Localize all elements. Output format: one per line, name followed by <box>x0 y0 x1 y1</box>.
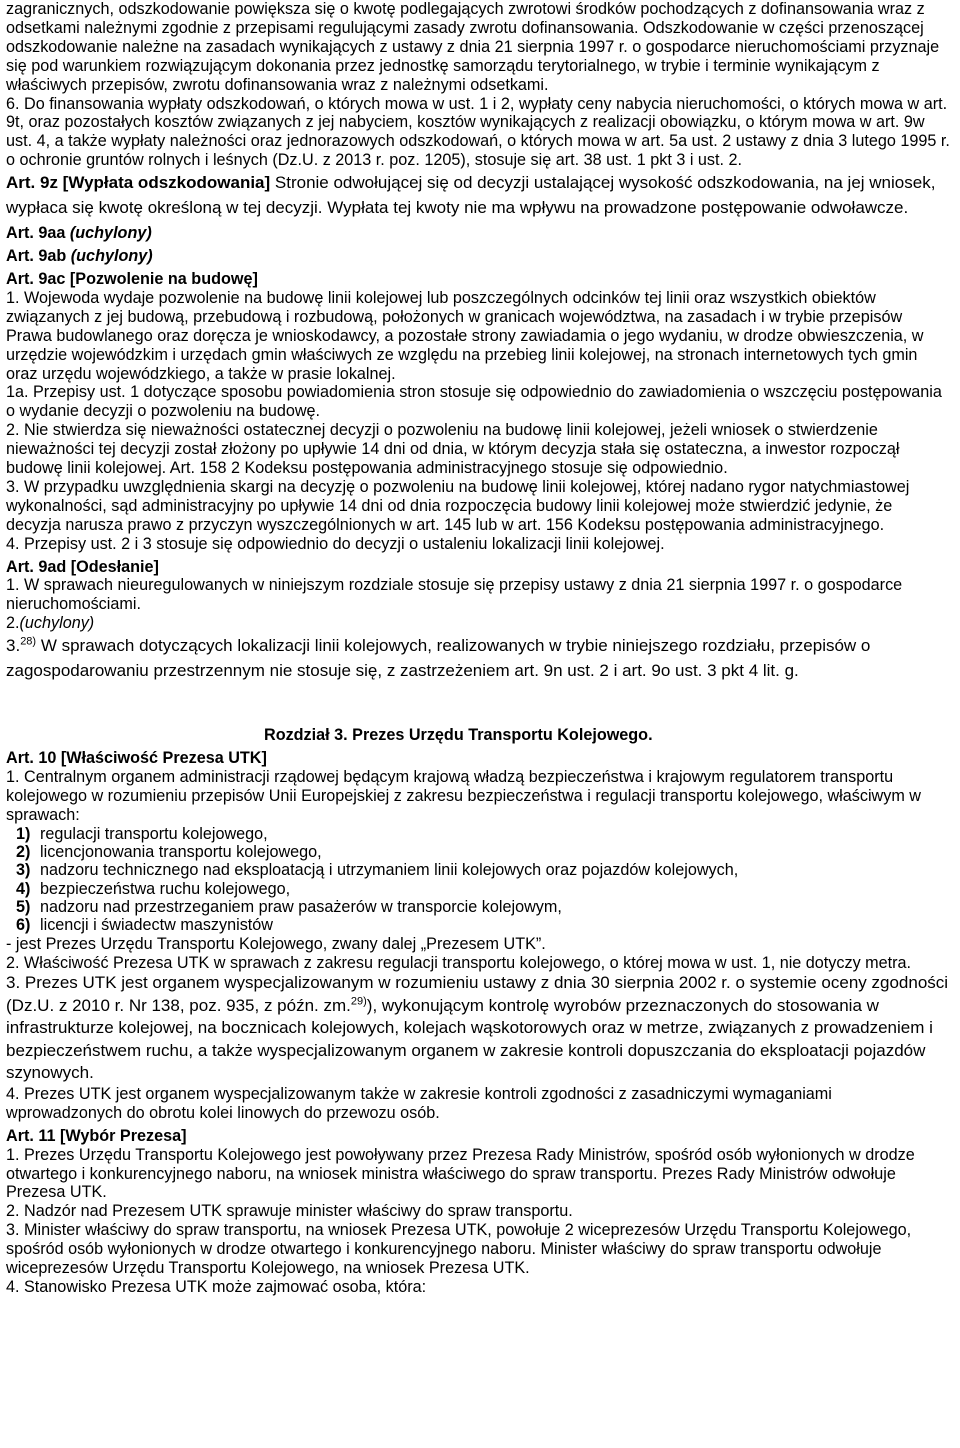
list-item-number: 1) <box>16 824 31 843</box>
footnote-29-marker[interactable]: 29) <box>350 995 367 1008</box>
article-9ad-ust-2-note: (uchylony) <box>19 614 95 633</box>
article-9ac-ust-1: 1. Wojewoda wydaje pozwolenie na budowę linii kolejowej lub poszczególnych odcinków tej linii oraz wszystkich obiektów związanych z jej budową, przebudową i rozbudową, położonych w granicach województwa, na zasadach i w trybie przepisów Prawa budowlanego oraz doręcza je wnioskodawcy, a pozostałe strony zawiadamia o jego wydaniu, w drodze obwieszczenia, w urzędzie wojewódzkim i urzędach gmin właściwych ze względu na przebieg linii kolejowej, na stronach internetowych tych gmin oraz urzędu wojewódzkiego, a także w prasie lokalnej. <box>6 288 924 383</box>
article-9ac-ust-4: 4. Przepisy ust. 2 i 3 stosuje się odpowiednio do decyzji o ustaleniu lokalizacji linii kolejowej. <box>6 534 665 553</box>
paragraph-ust-6: 6. Do finansowania wypłaty odszkodowań, o których mowa w ust. 1 i 2, wypłaty ceny nabycia nieruchomości, o których mowa w art. 9t, oraz pozostałych kosztów związanych z jej nabyciem, kosztów wynikających z realizacji obowiązku, o którym mowa w art. 9w ust. 4, a także wypłaty należności oraz jednorazowych odszkodowań, o których mowa w art. 5a ust. 2 ustawy z dnia 3 lutego 1995 r. o ochronie gruntów rolnych i leśnych (Dz.U. z 2013 r. poz. 1205), stosuje się art. 38 ust. 1 pkt 3 i ust. 2. <box>6 94 950 170</box>
article-10-heading: Art. 10 [Właściwość Prezesa UTK] <box>6 749 267 768</box>
list-item <box>16 861 960 879</box>
article-9ad-ust-1: 1. W sprawach nieuregulowanych w niniejszym rozdziale stosuje się przepisy ustawy z dnia 21 sierpnia 1997 r. o gospodarce nieruchomościami. <box>6 576 903 614</box>
article-10-ust-1-close: - jest Prezes Urzędu Transportu Kolejowego, zwany dalej „Prezesem UTK”. <box>6 934 546 953</box>
article-9aa-heading: Art. 9aa <box>6 224 66 243</box>
article-9aa <box>6 224 950 243</box>
list-item-text: bezpieczeństwa ruchu kolejowego, <box>40 879 291 898</box>
list-item <box>16 825 960 843</box>
article-11-ust-3: 3. Minister właściwy do spraw transportu, na wniosek Prezesa UTK, powołuje 2 wiceprezesów Urzędu Transportu Kolejowego, spośród osób wyłonionych w drodze otwartego i konkurencyjnego naboru. Minister właściwy do spraw transportu odwołuje wiceprezesów Urzędu Transportu Kolejowego, na wniosek Prezesa UTK. <box>6 1221 912 1278</box>
article-9ab <box>6 247 950 266</box>
article-10-ust-2: 2. Właściwość Prezesa UTK w sprawach z zakresu regulacji transportu kolejowego, o której mowa w ust. 1, nie dotyczy metra. <box>6 953 912 972</box>
article-9z-heading: Art. 9z [Wypłata odszkodowania] <box>6 173 271 193</box>
paragraph-compensation-dofinansowanie: zagranicznych, odszkodowanie powiększa się o kwotę podlegających zwrotowi środków pochodzących z dofinansowania wraz z odsetkami należnymi zgodnie z przepisami regulującymi zasady zwrotu dofinansowania. Odszkodowanie w części przenoszącej odszkodowanie należne na zasadach wynikających z ustawy z dnia 21 sierpnia 1997 r. o gospodarce nieruchomościami przyznaje się pod warunkiem rozwiązującym dokonania przez jednostkę samorządu terytorialnego, w trybie i terminie wynikającym z właściwych przepisów, zwrotu dofinansowania wraz z należnymi odsetkami. <box>6 0 940 94</box>
article-11-ust-2: 2. Nadzór nad Prezesem UTK sprawuje minister właściwy do spraw transportu. <box>6 1202 573 1221</box>
article-10-ust-3-text-b: ), wykonującym kontrolę wyrobów przeznaczonych do stosowania w infrastrukturze kolejowej, na bocznicach kolejowych, kolejach wąskotorowych oraz w metrze, związanych z prowadzeniem i bezpieczeństwem ruchu, a także wyspecjalizowanym organem w zakresie kontroli dopuszczania do eksploatacji pojazdów szynowych. <box>6 995 933 1083</box>
article-9ac-heading: Art. 9ac [Pozwolenie na budowę] <box>6 269 258 288</box>
list-item <box>16 916 960 934</box>
article-10-item-list <box>0 825 960 935</box>
article-10-ust-3-text-a: 3. Prezes UTK jest organem wyspecjalizowanym w rozumieniu ustawy z dnia 30 sierpnia 2002 r. o systemie oceny zgodności (Dz.U. z 2010 r. Nr 138, poz. 935, z późn. zm. <box>6 973 949 1015</box>
article-9z-text: Stronie odwołującej się od decyzji ustalającej wysokość odszkodowania, na jej wniosek, wypłaca się kwotę określoną w tej decyzji. Wypłata tej kwoty nie ma wpływu na prowadzone postępowanie odwoławcze. <box>6 173 936 218</box>
article-10-ust-3 <box>6 972 950 1085</box>
list-item-text: licencji i świadectw maszynistów <box>40 916 273 935</box>
list-item <box>16 880 960 898</box>
article-11-heading: Art. 11 [Wybór Prezesa] <box>6 1126 187 1145</box>
list-item-text: nadzoru nad przestrzeganiem praw pasażerów w transporcie kolejowym, <box>40 898 562 916</box>
article-11-ust-1: 1. Prezes Urzędu Transportu Kolejowego jest powoływany przez Prezesa Rady Ministrów, spośród osób wyłonionych w drodze otwartego i konkurencyjnego naboru, na wniosek ministra właściwego do spraw transportu. Prezes Rady Ministrów odwołuje Prezesa UTK. <box>6 1145 915 1202</box>
article-9ac-ust-1a: 1a. Przepisy ust. 1 dotyczące sposobu powiadomienia stron stosuje się odpowiednio do zawiadomienia o wszczęciu postępowania o wydanie decyzji o pozwoleniu na budowę. <box>6 383 942 421</box>
list-item-text: nadzoru technicznego nad eksploatacją i utrzymaniem linii kolejowych oraz pojazdów kolejowych, <box>40 861 739 880</box>
list-item <box>16 843 960 861</box>
article-9ab-heading: Art. 9ab <box>6 247 67 266</box>
article-9ac-ust-2: 2. Nie stwierdza się nieważności ostatecznej decyzji o pozwoleniu na budowę linii kolejowej, jeżeli wniosek o stwierdzenie nieważności tej decyzji został złożony po upływie 14 dni od dnia, w którym decyzja stała się ostateczna, a inwestor rozpoczął budowę linii kolejowej. Art. 158 2 Kodeksu postępowania administracyjnego stosuje się odpowiednio. <box>6 421 900 478</box>
article-9aa-note: (uchylony) <box>69 224 152 243</box>
list-item-number: 3) <box>16 861 31 880</box>
article-9ad-ust-3-text: W sprawach dotyczących lokalizacji linii kolejowych, realizowanych w trybie niniejszego rozdziału, przepisów o zagospodarowaniu przestrzennym nie stosuje się, z zastrzeżeniem art. 9n ust. 2 i art. 9o ust. 3 pkt 4 lit. g. <box>6 636 871 681</box>
article-11-ust-4: 4. Stanowisko Prezesa UTK może zajmować osoba, która: <box>6 1277 427 1296</box>
footnote-28-marker[interactable]: 28) <box>20 635 37 648</box>
article-9ad-heading: Art. 9ad [Odesłanie] <box>6 557 159 576</box>
list-item-number: 6) <box>16 916 31 935</box>
list-item <box>16 898 960 916</box>
list-item-number: 2) <box>16 843 31 862</box>
article-10-ust-4: 4. Prezes UTK jest organem wyspecjalizowanym także w zakresie kontroli zgodności z zasadniczymi wymaganiami wprowadzonych do obrotu kolei linowych do przewozu osób. <box>6 1084 832 1122</box>
chapter-title: Rozdział 3. Prezes Urzędu Transportu Kolejowego. <box>264 726 653 745</box>
article-10-ust-1-intro: 1. Centralnym organem administracji rządowej będącym krajową władzą bezpieczeństwa i krajowym regulatorem transportu kolejowego w rozumieniu przepisów Unii Europejskiej z zakresu bezpieczeństwa i regulacji transportu kolejowego, właściwym w sprawach: <box>6 768 921 824</box>
article-9ad-ust-3-number: 3. <box>6 636 21 656</box>
list-item-text: regulacji transportu kolejowego, <box>40 824 268 843</box>
article-9z <box>6 170 950 220</box>
article-9ad-ust-2-number: 2. <box>6 614 20 633</box>
list-item-number: 4) <box>16 879 31 898</box>
article-9ad-ust-3 <box>6 633 950 683</box>
article-9ac-ust-3: 3. W przypadku uwzględnienia skargi na decyzję o pozwoleniu na budowę linii kolejowej, której nadano rygor natychmiastowej wykonalności, sąd administracyjny po upływie 14 dni od dnia rozpoczęcia budowy linii kolejowej może stwierdzić jedynie, że decyzja narusza prawo z przyczyn wyszczególnionych w art. 145 lub w art. 156 Kodeksu postępowania administracyjnego. <box>6 477 910 534</box>
list-item-number: 5) <box>16 898 31 916</box>
article-9ab-note: (uchylony) <box>70 247 153 266</box>
article-9ad-ust-2 <box>6 614 950 633</box>
list-item-text: licencjonowania transportu kolejowego, <box>40 843 322 862</box>
